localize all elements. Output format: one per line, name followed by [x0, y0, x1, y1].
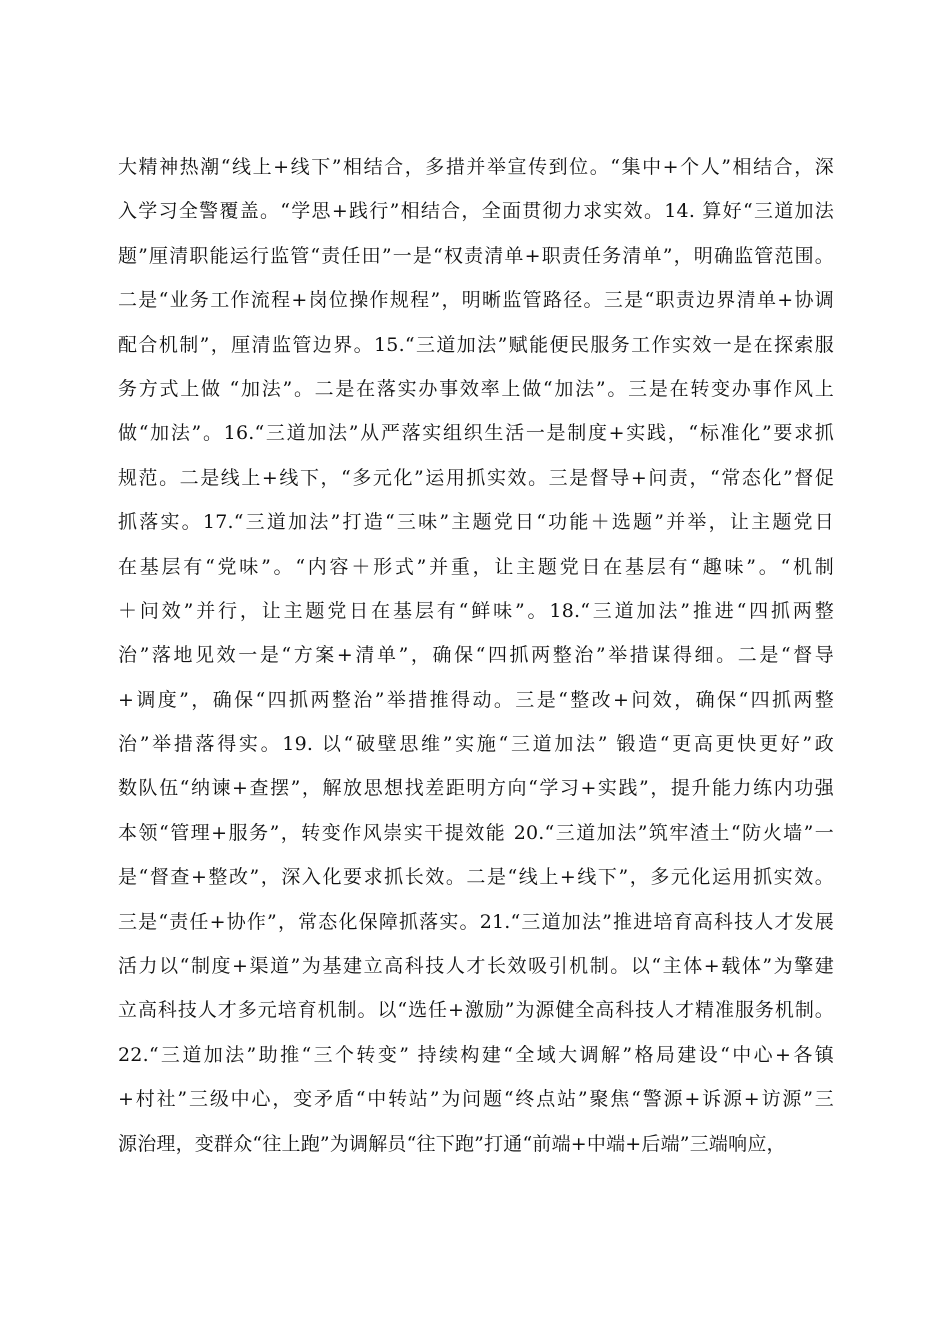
- text-line: 活力以“制度+渠道”为基建立高科技人才长效吸引机制。以“主体+载体”为擎建: [118, 955, 834, 978]
- text-line: 数队伍“纳谏+查摆”，解放思想找差距明方向“学习+实践”，提升能力练内功强: [118, 777, 834, 800]
- text-line: 治”落地见效一是“方案+清单”，确保“四抓两整治”举措谋得细。二是“督导: [118, 644, 834, 667]
- text-line: 抓落实。17.“三道加法”打造“三味”主题党日“功能＋选题”并举，让主题党日: [118, 511, 834, 534]
- text-line: 题”厘清职能运行监管“责任田”一是“权责清单+职责任务清单”，明确监管范围。: [118, 244, 834, 267]
- text-line: 本领“管理+服务”，转变作风崇实干提效能 20.“三道加法”筑牢渣土“防火墙”一: [118, 821, 834, 844]
- text-line: +调度”，确保“四抓两整治”举措推得动。三是“整改+问效，确保“四抓两整: [118, 688, 834, 711]
- text-line: 配合机制”，厘清监管边界。15.“三道加法”赋能便民服务工作实效一是在探索服: [118, 333, 834, 356]
- text-line: 入学习全警覆盖。“学思+践行”相结合，全面贯彻力求实效。14. 算好“三道加法: [118, 200, 834, 223]
- text-line: 务方式上做 “加法”。二是在落实办事效率上做“加法”。三是在转变办事作风上: [118, 377, 834, 400]
- text-line: +村社”三级中心，变矛盾“中转站”为问题“终点站”聚焦“警源+诉源+访源”三: [118, 1088, 834, 1111]
- text-line: 立高科技人才多元培育机制。以“选任+激励”为源健全高科技人才精准服务机制。: [118, 999, 834, 1022]
- text-line: 治”举措落得实。19. 以“破壁思维”实施“三道加法” 锻造“更高更快更好”政: [118, 733, 834, 756]
- text-line: 做“加法”。16.“三道加法”从严落实组织生活一是制度+实践，“标准化”要求抓: [118, 422, 834, 445]
- text-line: 是“督查+整改”，深入化要求抓长效。二是“线上+线下”，多元化运用抓实效。: [118, 866, 834, 889]
- text-line: 22.“三道加法”助推“三个转变” 持续构建“全域大调解”格局建设“中心+各镇: [118, 1043, 834, 1066]
- text-line: ＋问效”并行，让主题党日在基层有“鲜味”。18.“三道加法”推进“四抓两整: [118, 599, 834, 622]
- text-line: 规范。二是线上+线下，“多元化”运用抓实效。三是督导+问责，“常态化”督促: [118, 466, 834, 489]
- text-line: 在基层有“党味”。“内容＋形式”并重，让主题党日在基层有“趣味”。“机制: [118, 555, 834, 578]
- text-line: 源治理，变群众“往上跑”为调解员“往下跑”打通“前端+中端+后端”三端响应，: [118, 1132, 786, 1155]
- text-line: 三是“责任+协作”，常态化保障抓落实。21.“三道加法”推进培育高科技人才发展: [118, 910, 834, 933]
- body-paragraph: [118, 145, 834, 1166]
- text-line: 二是“业务工作流程+岗位操作规程”，明晰监管路径。三是“职责边界清单+协调: [118, 289, 834, 312]
- text-line: 大精神热潮“线上+线下”相结合，多措并举宣传到位。“集中+个人”相结合，深: [118, 156, 834, 178]
